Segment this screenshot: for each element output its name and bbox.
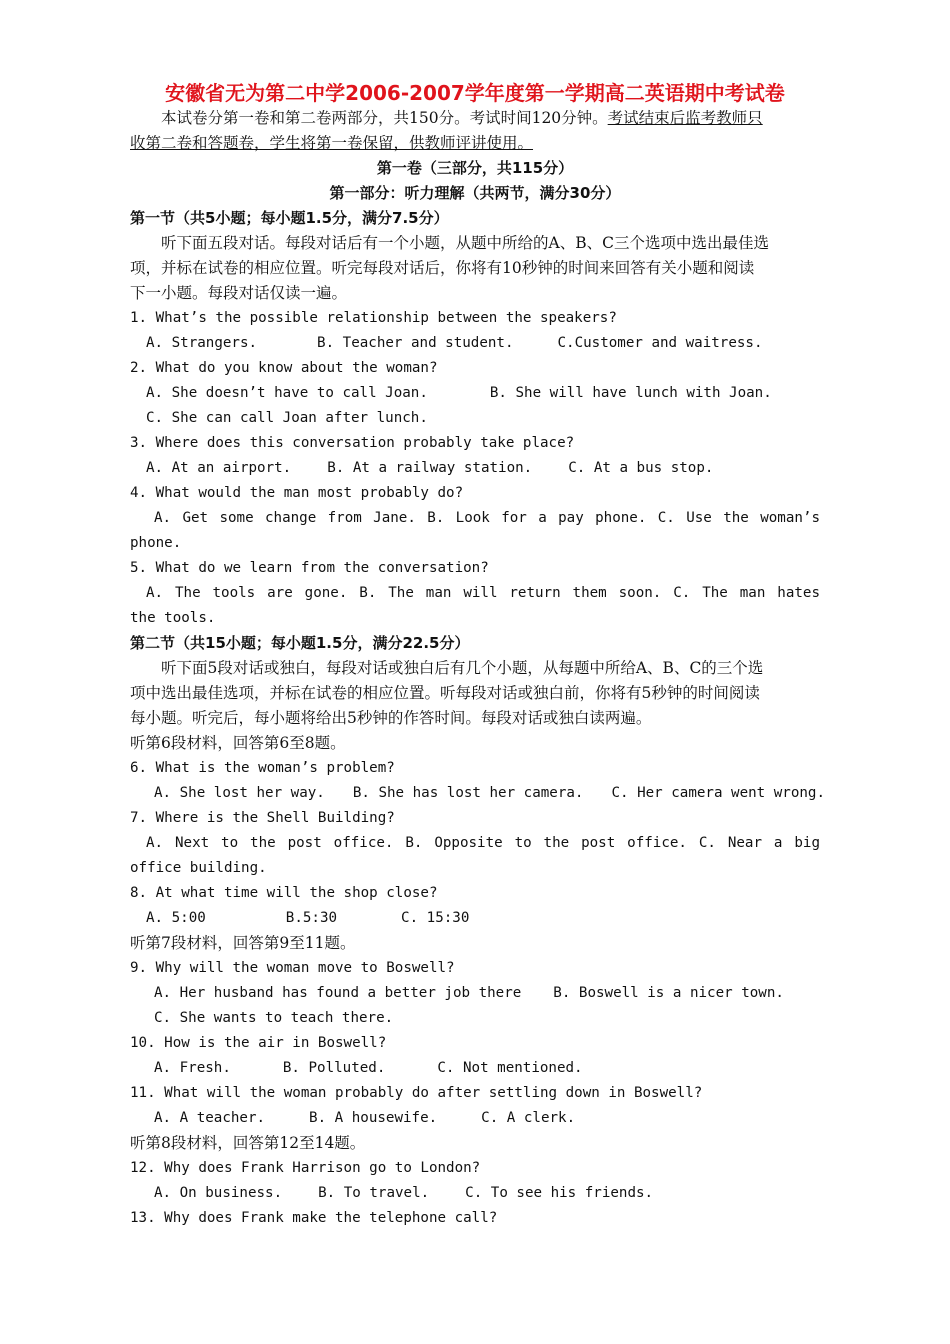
section1-heading: 第一节（共5小题；每小题1.5分，满分7.5分） — [130, 209, 449, 227]
question-1: 1. What’s the possible relationship between the speakers? — [130, 310, 617, 326]
option-c: C. 15:30 — [401, 910, 470, 926]
option-a: A. Fresh. — [154, 1060, 231, 1076]
material-6-note: 听第6段材料，回答第6至8题。 — [130, 734, 346, 752]
question-3: 3. Where does this conversation probably take place? — [130, 435, 575, 451]
intro-text: 本试卷分第一卷和第二卷两部分，共150分。考试时间120分钟。 — [161, 109, 608, 127]
option-b: B. She will have lunch with Joan. — [489, 385, 772, 401]
question-12: 12. Why does Frank Harrison go to London? — [130, 1160, 481, 1176]
question-8: 8. At what time will the shop close? — [130, 885, 438, 901]
question-12-options — [130, 1181, 820, 1206]
option-a: A. A teacher. — [154, 1110, 266, 1126]
question-6-options — [130, 781, 826, 806]
section2-instructions-1: 听下面5段对话或独白，每段对话或独白后有几个小题，从每题中所给A、B、C的三个选 — [161, 659, 764, 677]
option-c: C.Customer and waitress. — [557, 335, 763, 351]
question-2-options-ab — [130, 381, 820, 406]
section1-instructions-2: 项，并标在试卷的相应位置。听完每段对话后，你将有10秒钟的时间来回答有关小题和阅读 — [130, 259, 755, 277]
intro-line-1 — [130, 106, 820, 131]
option-b: B. Boswell is a nicer town. — [553, 985, 784, 1001]
question-8-options — [130, 906, 820, 931]
question-9-options-ab — [130, 981, 820, 1006]
option-a: A. She doesn’t have to call Joan. — [146, 385, 428, 401]
option-b: B. She has lost her camera. — [352, 785, 584, 801]
section1-instructions-3: 下一小题。每段对话仅读一遍。 — [130, 284, 348, 302]
question-9: 9. Why will the woman move to Boswell? — [130, 960, 455, 976]
question-9-option-c: C. She wants to teach there. — [154, 1010, 394, 1026]
material-8-note: 听第8段材料，回答第12至14题。 — [130, 1134, 366, 1152]
part1-heading: 第一部分：听力理解（共两节，满分30分） — [329, 184, 621, 202]
section1-instructions-1: 听下面五段对话。每段对话后有一个小题，从题中所给的A、B、C三个选项中选出最佳选 — [161, 234, 769, 252]
question-7-options-cont: office building. — [130, 860, 267, 876]
question-5-options-cont: the tools. — [130, 610, 216, 626]
question-7-options: A. Next to the post office. B. Opposite to the post office. C. Near a big — [146, 835, 820, 851]
intro-underlined-a: 考试结束后监考教师只 — [607, 109, 763, 127]
option-c: C. Not mentioned. — [437, 1060, 583, 1076]
option-b: B. A housewife. — [309, 1110, 438, 1126]
question-10: 10. How is the air in Boswell? — [130, 1035, 387, 1051]
exam-content — [130, 106, 826, 1231]
question-13: 13. Why does Frank make the telephone call? — [130, 1210, 498, 1226]
question-5: 5. What do we learn from the conversation? — [130, 560, 489, 576]
question-4-options-cont: phone. — [130, 535, 182, 551]
option-b: B.5:30 — [285, 910, 338, 926]
option-b: B. Teacher and student. — [317, 335, 514, 351]
question-4-options: A. Get some change from Jane. B. Look for a pay phone. C. Use the woman’s — [154, 510, 820, 526]
intro-underlined-b: 收第二卷和答题卷，学生将第一卷保留，供教师评讲使用。 — [130, 134, 534, 152]
option-b: B. At a railway station. — [327, 460, 533, 476]
question-2-option-c: C. She can call Joan after lunch. — [146, 410, 428, 426]
option-a: A. On business. — [154, 1185, 283, 1201]
volume1-heading: 第一卷（三部分，共115分） — [376, 159, 574, 177]
option-b: B. To travel. — [318, 1185, 430, 1201]
section2-instructions-3: 每小题。听完后，每小题将给出5秒钟的作答时间。每段对话或独白读两遍。 — [130, 709, 652, 727]
page-title: 安徽省无为第二中学2006-2007学年度第一学期高二英语期中考试卷 — [165, 81, 785, 105]
option-c: C. A clerk. — [481, 1110, 576, 1126]
intro-line-2 — [130, 131, 820, 156]
question-1-options — [130, 331, 820, 356]
question-6: 6. What is the woman’s problem? — [130, 760, 395, 776]
question-11-options — [130, 1106, 820, 1131]
question-7: 7. Where is the Shell Building? — [130, 810, 395, 826]
section2-heading: 第二节（共15小题；每小题1.5分，满分22.5分） — [130, 634, 470, 652]
question-11: 11. What will the woman probably do after settling down in Boswell? — [130, 1085, 703, 1101]
option-a: A. 5:00 — [146, 910, 206, 926]
material-7-note: 听第7段材料，回答第9至11题。 — [130, 934, 356, 952]
option-c: C. At a bus stop. — [568, 460, 714, 476]
question-3-options — [130, 456, 820, 481]
option-c: C. To see his friends. — [465, 1185, 654, 1201]
question-5-options: A. The tools are gone. B. The man will return them soon. C. The man hates — [146, 585, 820, 601]
question-10-options — [130, 1056, 820, 1081]
section2-instructions-2: 项中选出最佳选项，并标在试卷的相应位置。听每段对话或独白前，你将有5秒钟的时间阅读 — [130, 684, 760, 702]
option-b: B. Polluted. — [282, 1060, 386, 1076]
option-a: A. Her husband has found a better job there — [154, 985, 522, 1001]
question-2: 2. What do you know about the woman? — [130, 360, 438, 376]
option-a: A. Strangers. — [146, 335, 258, 351]
option-a: A. She lost her way. — [154, 785, 325, 801]
question-4: 4. What would the man most probably do? — [130, 485, 464, 501]
option-c: C. Her camera went wrong. — [611, 785, 826, 801]
option-a: A. At an airport. — [146, 460, 292, 476]
